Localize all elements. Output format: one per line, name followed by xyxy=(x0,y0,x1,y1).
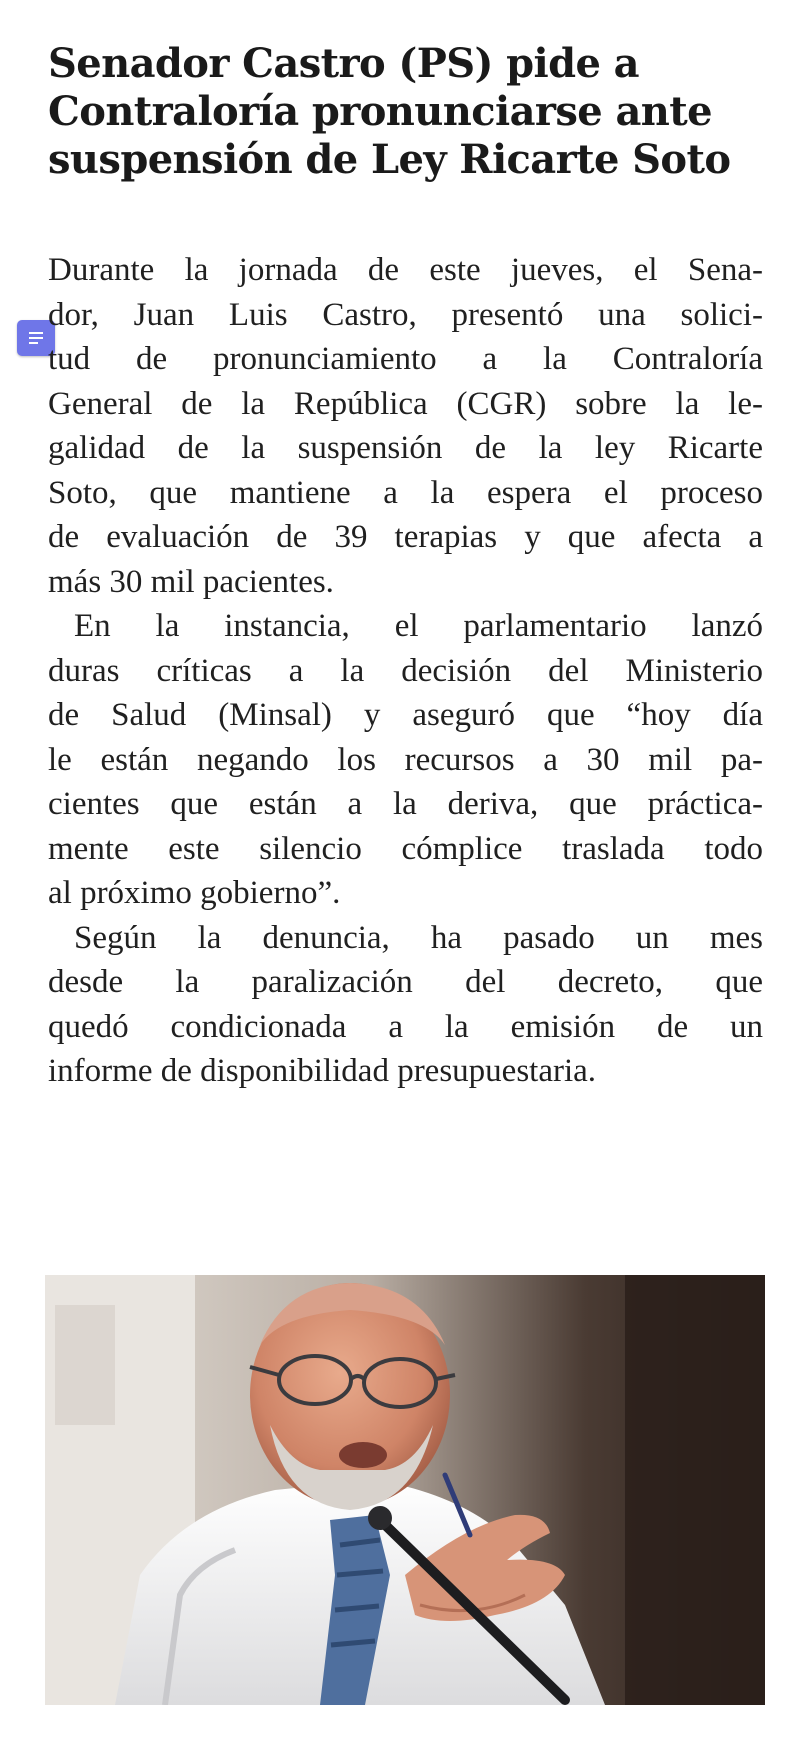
body-line: de evaluación de 39 terapias y que afecta a xyxy=(48,519,763,555)
headline-line-3: suspensión de Ley Ricarte Soto xyxy=(48,136,731,183)
body-line: desde la paralización del decreto, que xyxy=(48,964,763,1000)
body-line: más 30 mil pacientes. xyxy=(48,563,334,600)
note-lines-glyph xyxy=(28,330,44,346)
headline xyxy=(48,40,768,184)
body-line: quedó condicionada a la emisión de un xyxy=(48,1008,763,1045)
body-line: de Salud (Minsal) y aseguró que “hoy día xyxy=(48,697,763,733)
body-line: mente este silencio cómplice traslada todo xyxy=(48,830,763,867)
body-line: Soto, que mantiene a la espera el proceso xyxy=(48,474,763,511)
body-line: duras críticas a la decisión del Ministerio xyxy=(48,652,763,689)
body-line: galidad de la suspensión de la ley Ricarte xyxy=(48,430,763,466)
body-line: Durante la jornada de este jueves, el Sena- xyxy=(48,252,763,288)
body-line: le están negando los recursos a 30 mil pa- xyxy=(48,741,763,778)
body-line: al próximo gobierno”. xyxy=(48,875,341,911)
body-line: cientes que están a la deriva, que práctica- xyxy=(48,786,763,822)
body-line: Según la denuncia, ha pasado un mes xyxy=(74,919,763,956)
body-line: dor, Juan Luis Castro, presentó una solici- xyxy=(48,296,763,333)
headline-line-1: Senador Castro (PS) pide a xyxy=(48,40,639,87)
senator-photo xyxy=(45,1275,765,1705)
body-line: informe de disponibilidad presupuestaria. xyxy=(48,1053,597,1089)
body-line: tud de pronunciamiento a la Contraloría xyxy=(48,341,763,377)
headline-line-2: Contraloría pronunciarse ante xyxy=(48,88,712,135)
body-line: En la instancia, el parlamentario lanzó xyxy=(74,608,763,644)
man-with-glasses-speaking-photo xyxy=(45,1275,765,1705)
paragraph-2 xyxy=(48,604,763,916)
paragraph-3 xyxy=(48,916,763,1094)
article-body xyxy=(48,248,763,1094)
body-line: General de la República (CGR) sobre la le- xyxy=(48,385,763,422)
paragraph-1 xyxy=(48,248,763,604)
article xyxy=(48,40,768,184)
